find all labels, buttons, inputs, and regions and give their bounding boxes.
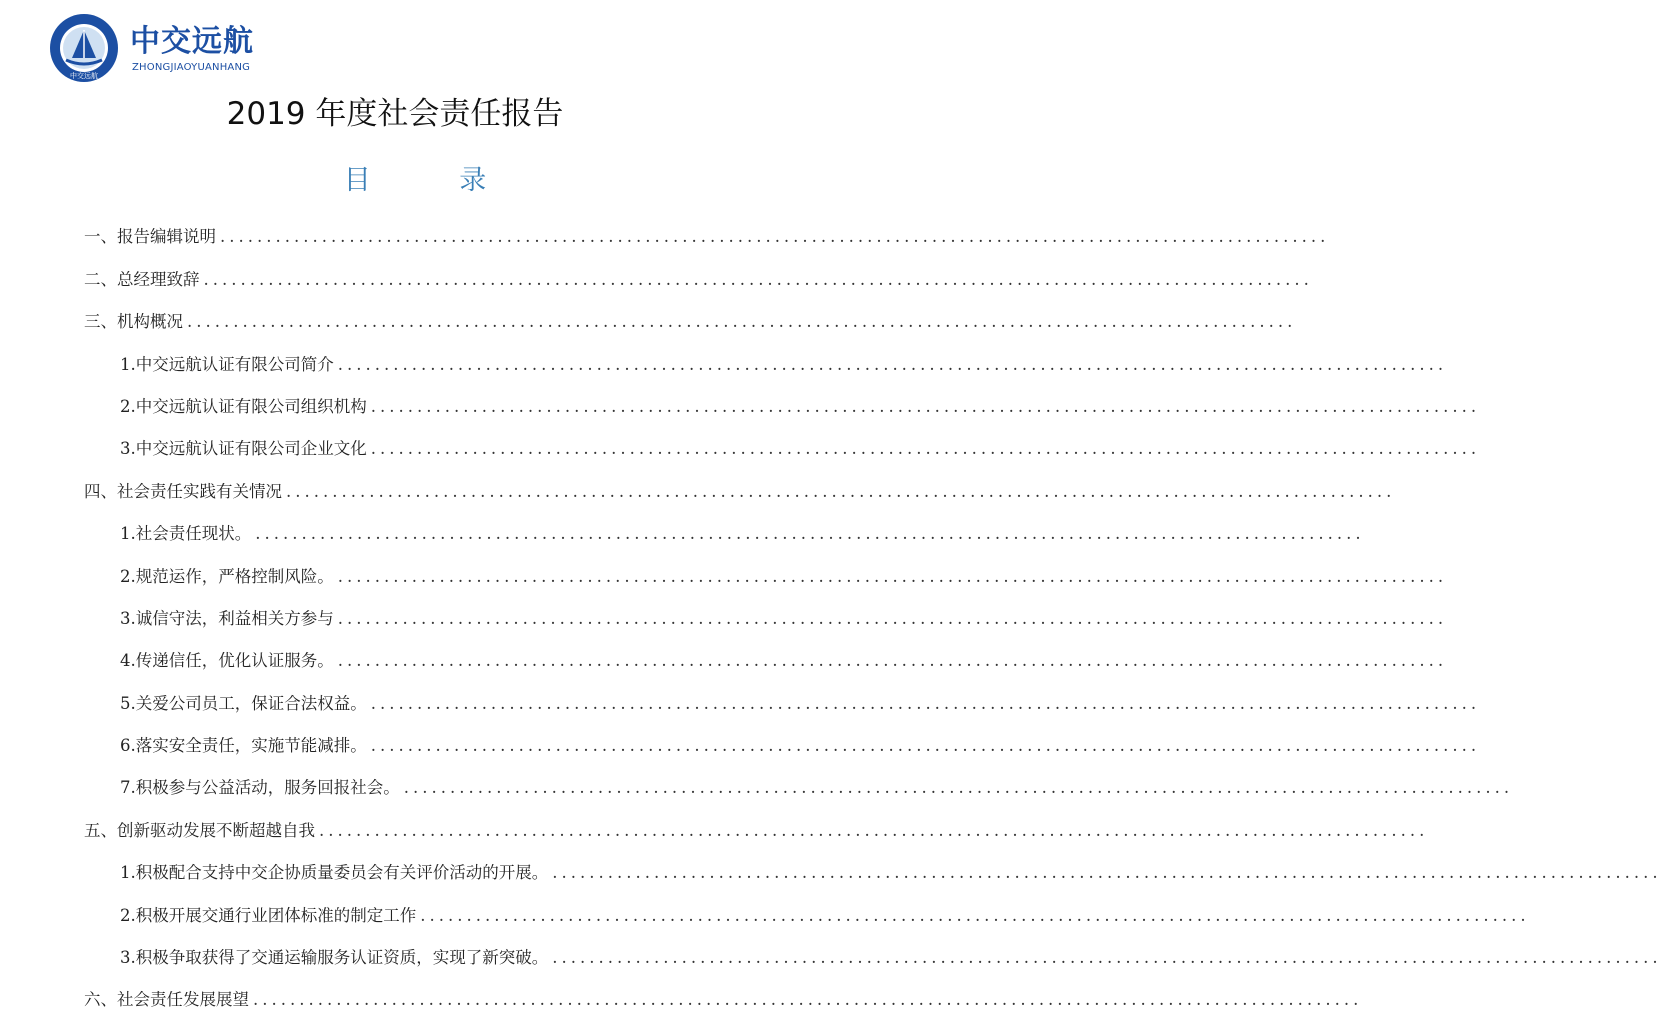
- toc-entry[interactable]: [84, 334, 1448, 376]
- toc-entry-text: 1.积极配合支持中交企协质量委员会有关评价活动的开展。: [120, 863, 549, 883]
- toc-entry[interactable]: [84, 885, 1530, 927]
- toc-entry[interactable]: [84, 504, 1365, 546]
- toc-entry-text: 4.传递信任，优化认证服务。: [120, 651, 334, 671]
- toc-leader-dots: ........................................................................................................................: [203, 269, 1313, 289]
- toc-leader-dots: ........................................................................................................................: [337, 608, 1448, 628]
- logo-seal-text: 中交远航: [70, 72, 98, 80]
- toc-leader-dots: ........................................................................................................................: [319, 820, 1429, 840]
- toc-entry[interactable]: [84, 800, 1429, 842]
- toc-entry-text: 1.中交远航认证有限公司简介: [120, 354, 334, 374]
- toc-leader-dots: ........................................................................................................................: [370, 736, 1481, 756]
- company-logo: [48, 12, 288, 84]
- toc-entry-text: 三、机构概况: [84, 312, 183, 332]
- toc-leader-dots: ........................................................................................................................: [220, 227, 1330, 247]
- toc-leader-dots: ........................................................................................................................: [420, 905, 1530, 925]
- toc-leader-dots: ........................................................................................................................: [337, 566, 1448, 586]
- toc-leader-dots: ........................................................................................................................: [370, 396, 1481, 416]
- table-of-contents: [84, 207, 1662, 1012]
- toc-leader-dots: ........................................................................................................................: [337, 354, 1448, 374]
- toc-leader-dots: ........................................................................................................................: [187, 312, 1297, 332]
- toc-entry[interactable]: [84, 419, 1481, 461]
- toc-leader-dots: ........................................................................................................................: [552, 863, 1662, 883]
- toc-entry-text: 3.积极争取获得了交通运输服务认证资质，实现了新突破。: [120, 948, 549, 968]
- toc-entry-text: 二、总经理致辞: [84, 269, 200, 289]
- toc-leader-dots: ........................................................................................................................: [255, 524, 1365, 544]
- toc-entry[interactable]: [84, 673, 1481, 715]
- toc-entry[interactable]: [84, 928, 1662, 970]
- logo-emblem-icon: [48, 12, 124, 84]
- toc-leader-dots: ........................................................................................................................: [286, 481, 1396, 501]
- toc-entry[interactable]: [84, 249, 1313, 291]
- toc-entry-text: 五、创新驱动发展不断超越自我: [84, 820, 315, 840]
- document-title: 2019 年度社会责任报告: [226, 96, 564, 132]
- toc-entry[interactable]: [84, 461, 1396, 503]
- logo-name-en: ZHONGJIAOYUANHANG: [132, 62, 251, 73]
- toc-leader-dots: ........................................................................................................................: [370, 693, 1481, 713]
- logo-name-cn: 中交远航: [130, 24, 254, 59]
- toc-entry[interactable]: [84, 758, 1514, 800]
- toc-entry-text: 2.中交远航认证有限公司组织机构: [120, 396, 367, 416]
- toc-entry[interactable]: [84, 716, 1481, 758]
- toc-leader-dots: ........................................................................................................................: [337, 651, 1448, 671]
- toc-entry-text: 六、社会责任发展展望: [84, 990, 249, 1010]
- toc-entry[interactable]: [84, 843, 1662, 885]
- toc-entry[interactable]: [84, 292, 1297, 334]
- toc-entry[interactable]: [84, 631, 1448, 673]
- toc-entry-text: 6.落实安全责任，实施节能减排。: [120, 736, 367, 756]
- toc-leader-dots: ........................................................................................................................: [253, 990, 1363, 1010]
- toc-leader-dots: ........................................................................................................................: [403, 778, 1514, 798]
- toc-entry-text: 2.规范运作，严格控制风险。: [120, 566, 334, 586]
- toc-entry-text: 7.积极参与公益活动，服务回报社会。: [120, 778, 400, 798]
- toc-entry[interactable]: [84, 377, 1481, 419]
- toc-entry-text: 四、社会责任实践有关情况: [84, 481, 282, 501]
- toc-entry[interactable]: [84, 970, 1363, 1012]
- toc-entry-text: 3.诚信守法，利益相关方参与: [120, 608, 334, 628]
- toc-entry[interactable]: [84, 589, 1448, 631]
- toc-entry-text: 3.中交远航认证有限公司企业文化: [120, 439, 367, 459]
- toc-entry[interactable]: [84, 207, 1330, 249]
- toc-heading: 目 录: [343, 165, 527, 196]
- toc-entry-text: 5.关爱公司员工，保证合法权益。: [120, 693, 367, 713]
- toc-entry-text: 2.积极开展交通行业团体标准的制定工作: [120, 905, 417, 925]
- toc-leader-dots: ........................................................................................................................: [370, 439, 1481, 459]
- toc-entry-text: 一、报告编辑说明: [84, 227, 216, 247]
- toc-entry[interactable]: [84, 546, 1448, 588]
- toc-leader-dots: ........................................................................................................................: [552, 948, 1662, 968]
- toc-entry-text: 1.社会责任现状。: [120, 524, 252, 544]
